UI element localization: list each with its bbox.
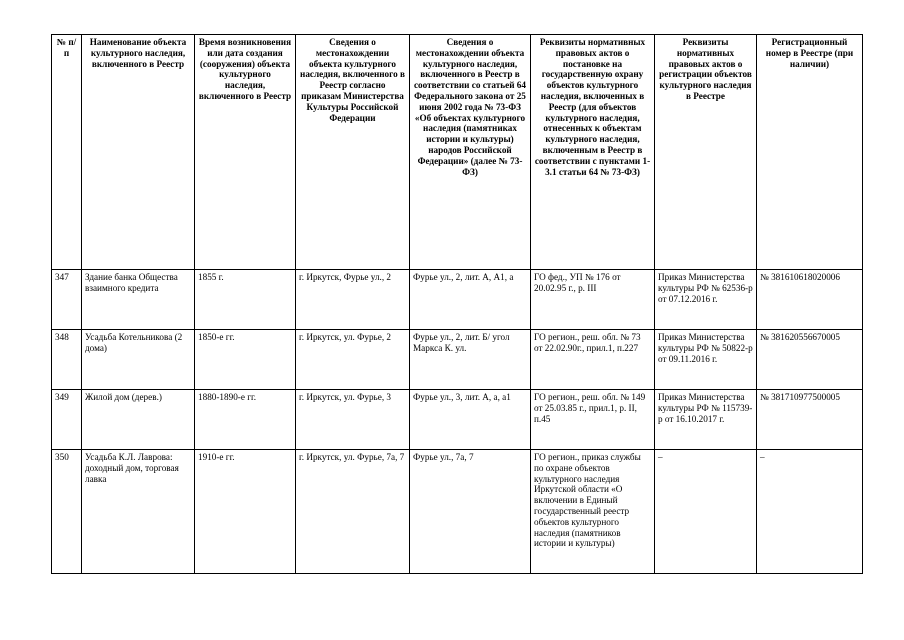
header-row [52,35,863,270]
cell-name: Жилой дом (дерев.) [82,390,195,450]
cell-registration-acts: Приказ Министерства культуры РФ № 50822-р от 09.11.2016 г. [655,330,757,390]
cell-registration-acts: Приказ Министерства культуры РФ № 62536-р от 07.12.2016 г. [655,270,757,330]
cell-registration-number: № 381610618020006 [757,270,863,330]
cell-location-law: Фурье ул., 7а, 7 [410,450,531,574]
cell-registration-number: № 381710977500005 [757,390,863,450]
cell-protection-acts: ГО регион., приказ службы по охране объектов культурного наследия Иркутской области «О включении в Единый государственный реестр объектов культурного наследия (памятников истории и культуры) [531,450,655,574]
cell-registration-number: № 381620556670005 [757,330,863,390]
cell-number: 350 [52,450,82,574]
cell-date: 1855 г. [195,270,296,330]
cell-number: 349 [52,390,82,450]
cell-name: Усадьба К.Л. Лаврова: доходный дом, торговая лавка [82,450,195,574]
header-name: Наименование объекта культурного наследия, включенного в Реестр [82,35,195,270]
cell-name: Усадьба Котельникова (2 дома) [82,330,195,390]
cell-date: 1910-е гг. [195,450,296,574]
cell-location-law: Фурье ул., 2, лит. А, А1, а [410,270,531,330]
cell-location-law: Фурье ул., 2, лит. Б/ угол Маркса К. ул. [410,330,531,390]
cell-protection-acts: ГО регион., реш. обл. № 73 от 22.02.90г., прил.1, п.227 [531,330,655,390]
cell-registration-number: – [757,450,863,574]
cell-location-law: Фурье ул., 3, лит. А, а, а1 [410,390,531,450]
header-location-ministry: Сведения о местонахождении объекта культурного наследия, включенного в Реестр согласно приказам Министерства Культуры Российской Федерации [296,35,410,270]
table-row [52,330,863,390]
header-registration-number: Регистрационный номер в Реестре (при наличии) [757,35,863,270]
header-location-law: Сведения о местонахождении объекта культурного наследия, включенного в Реестр в соответствии со статьей 64 Федерального закона от 25 июня 2002 года № 73-ФЗ «Об объектах культурного наследия (памятниках истории и культуры) народов Российской Федерации» (далее № 73-ФЗ) [410,35,531,270]
table-row [52,450,863,574]
cell-location-ministry: г. Иркутск, ул. Фурье, 2 [296,330,410,390]
header-date: Время возникновения или дата создания (сооружения) объекта культурного наследия, включенного в Реестр [195,35,296,270]
cell-date: 1880-1890-е гг. [195,390,296,450]
cell-registration-acts: – [655,450,757,574]
cell-number: 348 [52,330,82,390]
cell-date: 1850-е гг. [195,330,296,390]
header-registration-acts: Реквизиты нормативных правовых актов о регистрации объектов культурного наследия в Реестре [655,35,757,270]
cell-protection-acts: ГО фед., УП № 176 от 20.02.95 г., р. III [531,270,655,330]
table-row [52,390,863,450]
header-protection-acts: Реквизиты нормативных правовых актов о постановке на государственную охрану объектов культурного наследия, включенных в Реестр (для объектов культурного наследия, отнесенных к объектам культурного наследия, включенным в Реестр в соответствии с пунктами 1-3.1 статьи 64 № 73-ФЗ) [531,35,655,270]
registry-sheet [51,34,863,574]
cell-name: Здание банка Общества взаимного кредита [82,270,195,330]
cell-protection-acts: ГО регион., реш. обл. № 149 от 25.03.85 г., прил.1, р. II, п.45 [531,390,655,450]
table-row [52,270,863,330]
cell-number: 347 [52,270,82,330]
cell-location-ministry: г. Иркутск, Фурье ул., 2 [296,270,410,330]
header-number: № п/п [52,35,82,270]
cultural-heritage-registry-table [51,34,863,574]
cell-location-ministry: г. Иркутск, ул. Фурье, 3 [296,390,410,450]
cell-location-ministry: г. Иркутск, ул. Фурье, 7а, 7 [296,450,410,574]
cell-registration-acts: Приказ Министерства культуры РФ № 115739-р от 16.10.2017 г. [655,390,757,450]
